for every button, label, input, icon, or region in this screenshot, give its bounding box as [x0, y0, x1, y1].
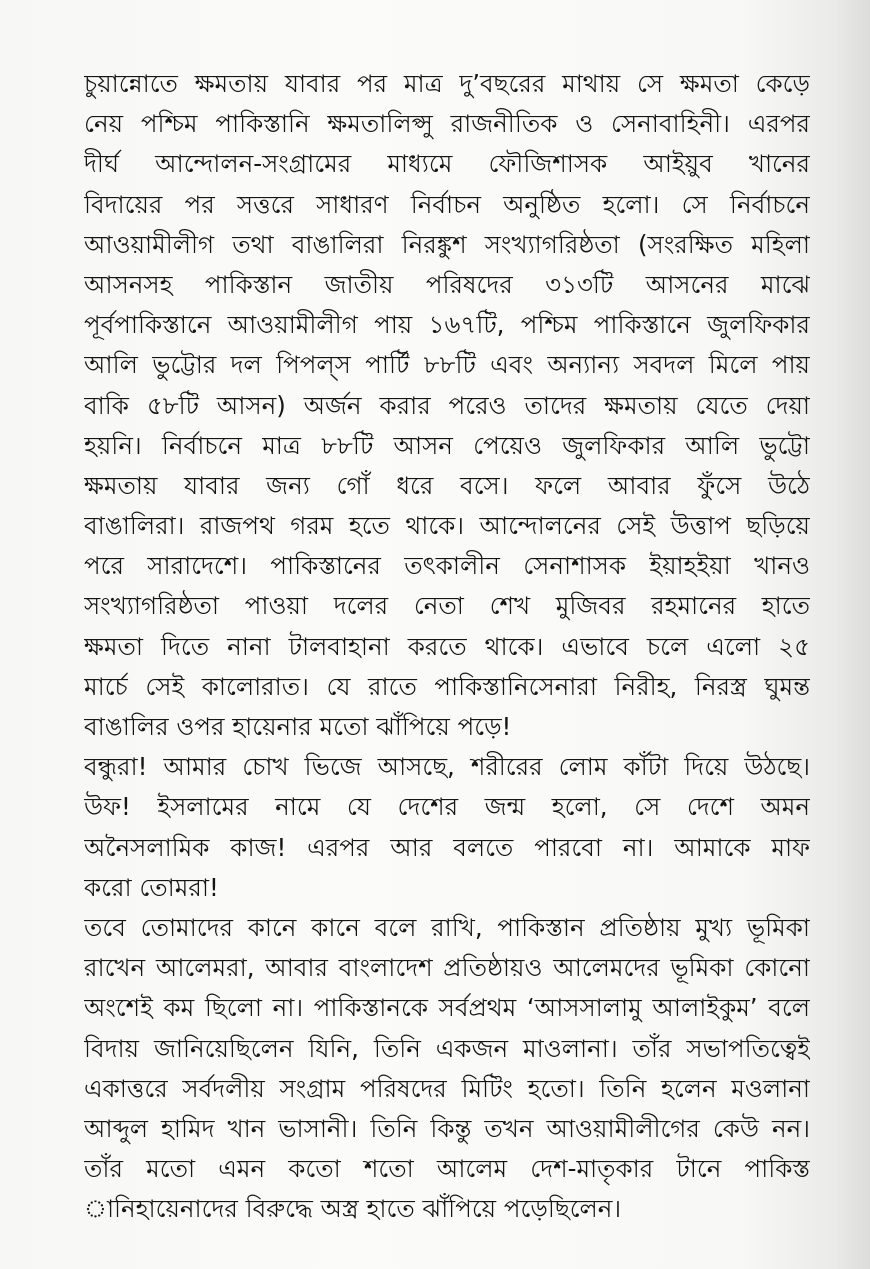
- text-line: বাকি ৫৮টি আসন) অর্জন করার পরেও তাদের ক্ষমতায় যেতে দেয়া: [84, 390, 810, 420]
- text-line: তবে তোমাদের কানে কানে বলে রাখি, পাকিস্তান প্রতিষ্ঠায় মুখ্য ভূমিকা: [84, 912, 810, 942]
- text-line: আসনসহ পাকিস্তান জাতীয় পরিষদের ৩১৩টি আসনের মাঝে: [84, 269, 810, 299]
- text-line: মার্চে সেই কালোরাত। যে রাতে পাকিস্তানিসেনারা নিরীহ, নিরস্ত্র ঘুমন্ত: [84, 671, 810, 701]
- text-line: বাঙালিরা। রাজপথ গরম হতে থাকে। আন্দোলনের সেই উত্তাপ ছড়িয়ে: [84, 511, 810, 541]
- text-line: আওয়ামীলীগ তথা বাঙালিরা নিরঙ্কুশ সংখ্যাগরিষ্ঠতা (সংরক্ষিত মহিলা: [84, 229, 810, 259]
- text-line: পরে সারাদেশে। পাকিস্তানের তৎকালীন সেনাশাসক ইয়াহইয়া খানও: [84, 551, 810, 581]
- text-line: নেয় পশ্চিম পাকিস্তানি ক্ষমতালিপ্সু রাজনীতিক ও সেনাবাহিনী। এরপর: [84, 109, 810, 139]
- text-line: একাত্তরে সর্বদলীয় সংগ্রাম পরিষদের মিটিং হতো। তিনি হলেন মওলানা: [84, 1073, 810, 1103]
- text-line: আলি ভুট্টোর দল পিপল্‌স পার্টি ৮৮টি এবং অন্যান্য সবদল মিলে পায়: [84, 350, 810, 380]
- text-line: বাঙালির ওপর হায়েনার মতো ঝাঁপিয়ে পড়ে!: [84, 712, 512, 741]
- text-line: চুয়ান্নোতে ক্ষমতায় যাবার পর মাত্র দু’বছরের মাথায় সে ক্ষমতা কেড়ে: [84, 69, 810, 98]
- text-line: হয়নি। নির্বাচনে মাত্র ৮৮টি আসন পেয়েও জুলফিকার আলি ভুট্টো: [84, 430, 810, 460]
- text-line: বন্ধুরা! আমার চোখ ভিজে আসছে, শরীরের লোম কাঁটা দিয়ে উঠছে।: [84, 752, 810, 782]
- text-line: রাখেন আলেমরা, আবার বাংলাদেশ প্রতিষ্ঠায়ও আলেমদের ভূমিকা কোনো: [84, 953, 810, 983]
- text-line: অংশেই কম ছিলো না। পাকিস্তানকে সর্বপ্রথম ‘আসসালামু আলাইকুম’ বলে: [84, 993, 810, 1023]
- text-line: ক্ষমতা দিতে নানা টালবাহানা করতে থাকে। এভাবে চলে এলো ২৫: [84, 631, 810, 661]
- text-line: উফ! ইসলামের নামে যে দেশের জন্ম হলো, সে দেশে অমন: [84, 792, 810, 822]
- text-line: ক্ষমতায় যাবার জন্য গোঁ ধরে বসে। ফলে আবার ফুঁসে উঠে: [84, 470, 810, 500]
- text-line: পূর্বপাকিস্তানে আওয়ামীলীগ পায় ১৬৭টি, পশ্চিম পাকিস্তানে জুলফিকার: [84, 310, 810, 340]
- text-line: তাঁর মতো এমন কতো শতো আলেম দেশ-মাতৃকার টানে পাকিস্ত: [84, 1154, 810, 1184]
- body-text: [84, 64, 810, 1229]
- text-line: সংখ্যাগরিষ্ঠতা পাওয়া দলের নেতা শেখ মুজিবর রহমানের হাতে: [84, 591, 810, 621]
- text-line: আব্দুল হামিদ খান ভাসানী। তিনি কিন্তু তখন আওয়ামীলীগের কেউ নন।: [84, 1113, 810, 1143]
- text-line: অনৈসলামিক কাজ! এরপর আর বলতে পারবো না। আমাকে মাফ: [84, 832, 810, 862]
- text-line: দীর্ঘ আন্দোলন-সংগ্রামের মাধ্যমে ফৌজিশাসক আইয়ুব খানের: [84, 149, 810, 179]
- text-line: ানিহায়েনাদের বিরুদ্ধে অস্ত্র হাতে ঝাঁপিয়ে পড়েছিলেন।: [84, 1194, 622, 1224]
- text-line: বিদায় জানিয়েছিলেন যিনি, তিনি একজন মাওলানা। তাঁর সভাপতিত্বেই: [84, 1033, 810, 1063]
- text-line: করো তোমরা!: [84, 872, 219, 902]
- text-line: বিদায়ের পর সত্তরে সাধারণ নির্বাচন অনুষ্ঠিত হলো। সে নির্বাচনে: [84, 189, 810, 219]
